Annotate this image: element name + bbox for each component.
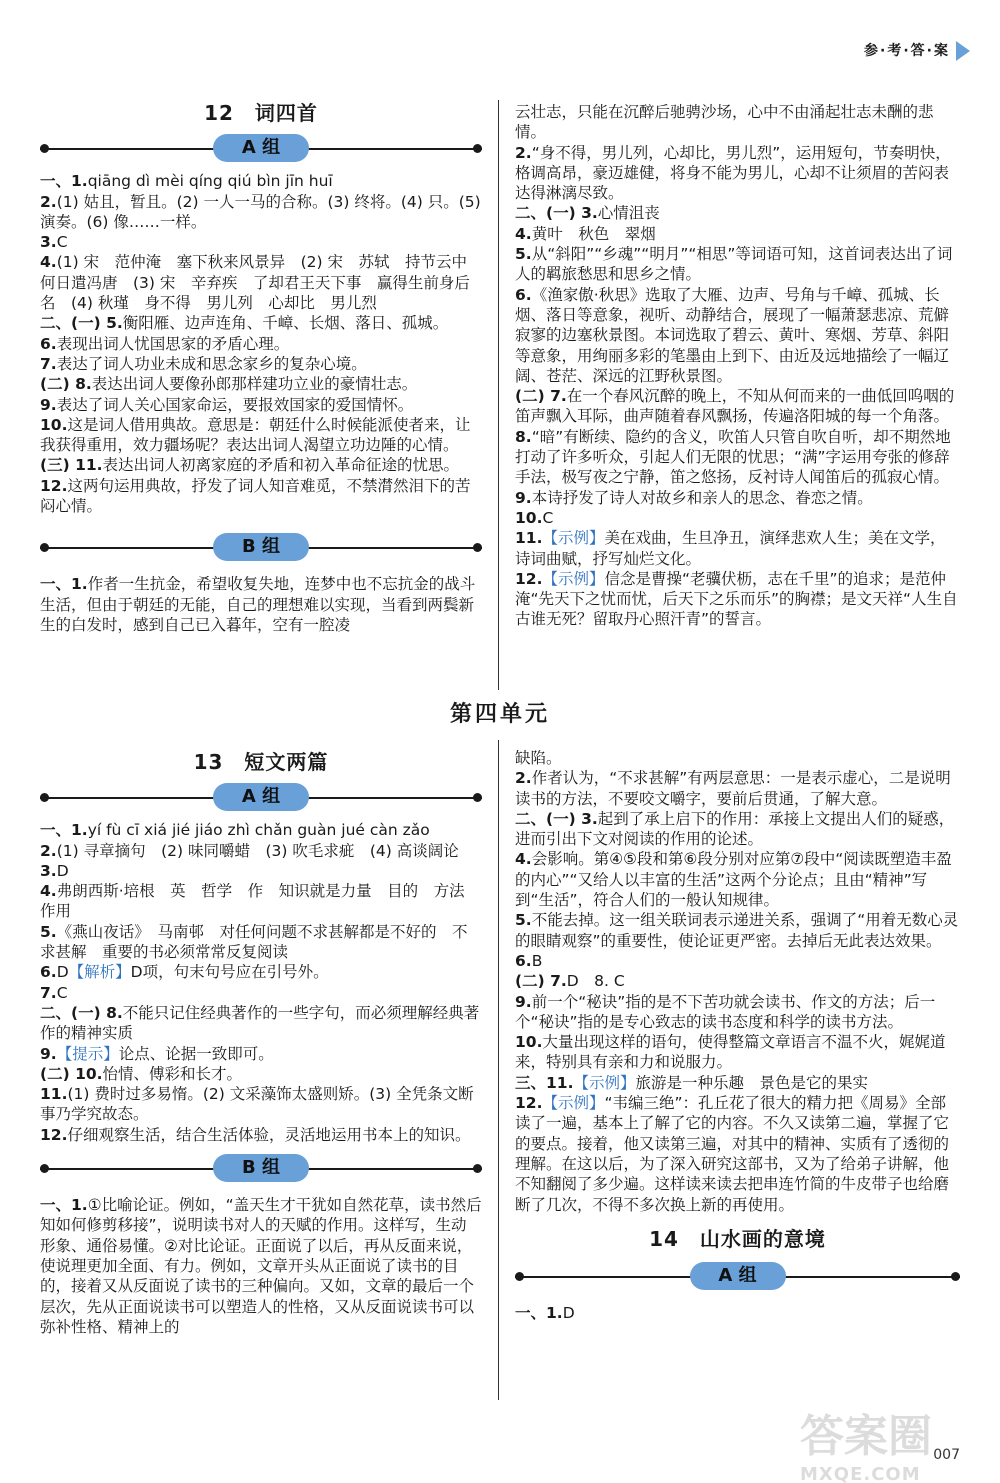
watermark-logo: 答案圈 MXQE.COM (800, 1411, 932, 1483)
answer-text: 不能去掉。这一组关联词表示递进关系，强调了“用着无数心灵的眼睛观察”的重要性，使论证更严密。去掉后无此表达效果。 (515, 911, 959, 950)
answer-item (515, 508, 960, 528)
answer-text: 本诗抒发了诗人对故乡和亲人的思念、眷恋之情。 (531, 488, 873, 507)
question-number: 9. (40, 395, 57, 414)
question-number: 一、1. (40, 575, 88, 594)
answer-text: (1) 宋 范仲淹 塞下秋来风景异 (2) 宋 苏轼 持节云中 何日遣冯唐 (3) 宋 辛弃疾 了却君王天下事 赢得生前身后名 (4) 秋瑾 身不得 男儿列 心却比 男儿烈 (40, 253, 483, 313)
answer-item (515, 1093, 960, 1215)
answer-text: C (56, 983, 68, 1002)
question-number: 6. (40, 963, 57, 982)
header-tag (864, 40, 970, 61)
answer-text: 会影响。第④⑤段和第⑥段分别对应第⑦段中“阅读既塑造丰盈的内心”“又给人以丰富的生活”这两个分论点；且由“精神”写到“生活”，符合人们的一般认知规律。 (515, 850, 952, 910)
question-number: 7. (40, 983, 57, 1002)
group-a-label: A 组 (213, 783, 309, 811)
group-b-label: B 组 (213, 1154, 309, 1182)
answer-text: yí fù cī xiá jié jiáo zhì chǎn guàn jué càn zǎo (87, 821, 430, 840)
answer-text: 美在戏曲，生旦净丑，演绎悲欢人生；美在文学，诗词曲赋，抒写灿烂文化。 (515, 529, 946, 568)
answer-text: “暗”有断续、隐约的含义，吹笛人只管自吹自听，却不期然地打动了许多听众，引起人们无限的忧思；“满”字运用夸张的修辞手法，极写夜之宁静，笛之悠扬，反衬诗人闻笛后的孤寂心情。 (515, 427, 951, 487)
answer-text: “韦编三绝”：孔丘花了很大的精力把《周易》全部读了一遍，基本上了解了它的内容。不久又读第二遍，掌握了它的要点。接着，他又读第三遍，对其中的精神、实质有了透彻的理解。在这以后，为了深入研究这部书，又为了给弟子讲解，他不知翻阅了多少遍。这样读来读去把串连竹简的牛皮带子也给磨断了几次，不得不多次换上新的再使用。 (515, 1094, 950, 1214)
sec13-left-column (40, 752, 482, 1337)
answer-item (515, 244, 960, 285)
question-number: 5. (40, 922, 57, 941)
answer-text: D项，句末句号应在引号外。 (130, 963, 329, 982)
divider-dot (40, 144, 49, 153)
question-number: 三、11. (515, 1073, 574, 1092)
question-number: 5. (515, 911, 532, 930)
answer-text: 这两句运用典故，抒发了词人知音难觅，不禁潸然泪下的苦闷心情。 (40, 476, 471, 516)
answer-list (515, 1303, 960, 1323)
question-number: 2. (40, 192, 57, 211)
answer-item (515, 768, 960, 809)
answer-item (515, 1032, 960, 1073)
answer-item (40, 881, 482, 922)
question-number: 4. (40, 882, 57, 901)
answer-text: C (56, 233, 68, 252)
hint-tag: 【解析】 (68, 963, 131, 982)
answer-item (40, 415, 482, 456)
answer-item (40, 1003, 482, 1044)
answer-text: (1) 姑且，暂且。(2) 一人一马的合称。(3) 终将。(4) 只。(5) 演奏。(6) 像……一样。 (40, 192, 481, 231)
question-number: 3. (40, 861, 57, 880)
answer-item (40, 922, 482, 963)
answer-text: D (56, 963, 69, 982)
answer-text: 《渔家傲·秋思》选取了大雁、边声、号角与千嶂、孤城、长烟、落日等意象，视听、动静结合，展现了一幅萧瑟悲凉、荒僻寂寥的边塞秋景图。本词选取了碧云、黄叶、寒烟、芳草、斜阳等意象，用绚丽多彩的笔墨由上到下、由近及远地描绘了一幅辽阔、苍茫、深远的江野秋景图。 (515, 285, 950, 385)
divider-dot (515, 1272, 524, 1281)
question-number: 二、(一) 5. (40, 314, 123, 333)
answer-item (40, 334, 482, 354)
hint-tag: 【提示】 (56, 1044, 119, 1063)
answer-text: 作者认为，“不求甚解”有两层意思：一是表示虚心，二是说明读书的方法，不要咬文嚼字，要前后贯通，了解大意。 (515, 769, 951, 808)
divider-dot (40, 793, 49, 802)
question-number: 4. (40, 253, 57, 272)
question-number: (二) 10. (40, 1064, 103, 1083)
answer-text: C (542, 508, 554, 527)
answer-item (40, 232, 482, 252)
answer-item (515, 285, 960, 386)
answer-text: (1) 费时过多易惰。(2) 文采藻饰太盛则矫。(3) 全凭条文断事乃学究故态。 (40, 1085, 474, 1124)
answer-text: 信念是曹操“老骥伏枥，志在千里”的追求；是范仲淹“先天下之忧而忧，后天下之乐而乐”的胸襟；是文天祥“人生自古谁无死？留取丹心照汗青”的誓言。 (515, 569, 958, 629)
answer-item (40, 861, 482, 881)
answer-item (515, 971, 960, 991)
answer-item (40, 1044, 482, 1064)
question-number: 10. (515, 508, 543, 527)
divider-dot (40, 543, 49, 552)
sec12-left-column (40, 103, 482, 635)
answer-text: (1) 寻章摘句 (2) 味同嚼蜡 (3) 吹毛求疵 (4) 高谈阔论 (56, 841, 459, 860)
answer-item (40, 374, 482, 394)
answer-item (515, 951, 960, 971)
answer-item (515, 1303, 960, 1323)
question-number: 一、1. (40, 1196, 88, 1215)
question-number: (二) 8. (40, 375, 92, 394)
answer-item (40, 1064, 482, 1084)
answer-text: 怡情、傅彩和长才。 (102, 1064, 243, 1083)
answer-text: D 8. C (566, 972, 625, 991)
answer-item (40, 171, 482, 191)
answer-item (515, 809, 960, 850)
group-a-label: A 组 (213, 134, 309, 162)
hint-tag: 【示例】 (542, 569, 605, 588)
question-number: 二、(一) 3. (515, 809, 598, 828)
question-number: 6. (40, 334, 57, 353)
answer-text: 作者一生抗金，希望收复失地，连梦中也不忘抗金的战斗生活，但由于朝廷的无能，自己的理想难以实现，当看到两鬓新生的白发时，感到自己已入暮年，空有一腔凌 (40, 575, 476, 634)
answer-text: 表达了词人关心国家命运，要报效国家的爱国情怀。 (56, 395, 414, 414)
answer-item (40, 1084, 482, 1125)
answer-item (515, 203, 960, 223)
answer-item (515, 849, 960, 910)
answer-text: ①比喻论证。例如，“盖天生才干犹如自然花草，读书然后知如何修剪移接”，说明读书对人的天赋的作用。这样写，生动形象、通俗易懂。②对比论证。正面说了以后，再从反面来说，使说理更加全面、有力。例如，文章开头从正面说了读书的目的，接着又从反面说了读书的三种偏向。又如，文章的最后一个层次，先从正面说读书可以塑造人的性格，又从反面说读书可以弥补性格、精神上的 (40, 1196, 482, 1336)
question-number: 一、1. (515, 1304, 563, 1323)
question-number: 6. (515, 285, 532, 304)
question-number: 二、(一) 8. (40, 1003, 123, 1022)
answer-text: 从“斜阳”“乡魂”“明月”“相思”等词语可知，这首词表达出了词人的羁旅愁思和思乡之情。 (515, 245, 953, 284)
question-number: 6. (515, 951, 532, 970)
answer-item (515, 427, 960, 488)
answer-text: 这是词人借用典故。意思是：朝廷什么时候能派使者来，让我获得重用，效力疆场呢？表达出词人渴望立功边陲的心情。 (40, 415, 471, 455)
header-tag-label: 参·考·答·案 (864, 43, 950, 59)
question-number: (二) 7. (515, 387, 567, 406)
divider-dot (473, 144, 482, 153)
divider-dot (473, 793, 482, 802)
answer-text: 《燕山夜话》 马南邨 对任何问题不求甚解都是不好的 不求甚解 重要的书必须常常反复阅读 (40, 922, 468, 962)
question-number: 9. (515, 488, 532, 507)
answer-text: 旅游是一种乐趣 景色是它的果实 (635, 1073, 868, 1092)
answer-item (515, 992, 960, 1033)
answer-list (40, 574, 482, 635)
arrow-icon (956, 41, 970, 61)
divider-dot (473, 543, 482, 552)
question-number: 12. (40, 1125, 68, 1144)
question-number: (三) 11. (40, 456, 103, 475)
divider-dot (473, 1164, 482, 1173)
answer-text: 心情沮丧 (597, 204, 660, 223)
hint-tag: 【示例】 (573, 1073, 636, 1092)
question-number: 一、1. (40, 172, 88, 191)
question-number: 12. (515, 1094, 543, 1113)
answer-list (40, 820, 482, 1145)
question-number: 12. (515, 569, 543, 588)
answer-text: 弗朗西斯·培根 英 哲学 作 知识就是力量 目的 方法 作用 (40, 882, 481, 921)
column-divider-bottom (498, 740, 499, 1400)
answer-item (40, 395, 482, 415)
group-a-bar (40, 782, 482, 814)
answer-item (40, 983, 482, 1003)
question-number: 11. (515, 529, 543, 548)
answer-text: D (562, 1304, 575, 1323)
divider-dot (951, 1272, 960, 1281)
question-number: 10. (515, 1033, 543, 1052)
answer-item (515, 143, 960, 204)
question-number: 一、1. (40, 821, 88, 840)
answer-text: 大量出现这样的语句，使得整篇文章语言不温不火，娓娓道来，特别具有亲和力和说服力。 (515, 1033, 946, 1072)
answer-item (40, 476, 482, 517)
question-number: 二、(一) 3. (515, 204, 598, 223)
answer-item (515, 910, 960, 951)
answer-text: 缺陷。 (515, 749, 562, 767)
answer-item (40, 574, 482, 635)
column-divider-top (498, 100, 499, 690)
answer-item (40, 962, 482, 982)
answer-item (40, 354, 482, 374)
answer-text: B (531, 951, 543, 970)
sec13-right-column (515, 748, 960, 1323)
question-number: 3. (40, 233, 57, 252)
question-number: 2. (40, 841, 57, 860)
question-number: 2. (515, 769, 532, 788)
group-b-bar (40, 1153, 482, 1185)
answer-list (515, 102, 960, 630)
answer-text: 黄叶 秋色 翠烟 (531, 224, 656, 243)
answer-item (40, 455, 482, 475)
answer-item (515, 569, 960, 630)
section-title: 12 词四首 (204, 101, 318, 125)
answer-item (515, 748, 960, 768)
answer-item (515, 1073, 960, 1093)
answer-list (515, 748, 960, 1215)
answer-item (40, 192, 482, 233)
sec12-right-column (515, 102, 960, 630)
answer-item (515, 224, 960, 244)
section-title: 14 山水画的意境 (649, 1226, 826, 1251)
answer-item (515, 528, 960, 569)
question-number: 10. (40, 415, 68, 434)
answer-text: qiāng dì mèi qíng qiú bìn jīn huī (87, 172, 333, 191)
answer-item (515, 488, 960, 508)
group-a-bar (40, 133, 482, 165)
question-number: 2. (515, 143, 532, 162)
question-number: 11. (40, 1085, 68, 1104)
question-number: 12. (40, 476, 68, 495)
question-number: 9. (515, 992, 532, 1011)
group-b-label: B 组 (213, 533, 309, 561)
question-number: 9. (40, 1044, 57, 1063)
answer-item (40, 313, 482, 333)
answer-text: 表达出词人初离家庭的矛盾和初入革命征途的忧思。 (102, 456, 460, 475)
group-a-bar (515, 1261, 960, 1293)
answer-text: 前一个“秘诀”指的是不下苦功就会读书、作文的方法；后一个“秘诀”指的是专心致志的读书态度和科学的读书方法。 (515, 992, 936, 1031)
divider-dot (40, 1164, 49, 1173)
answer-text: 表现出词人忧国思家的矛盾心理。 (56, 334, 290, 353)
answer-item (40, 841, 482, 861)
answer-item (40, 1125, 482, 1145)
answer-text: D (56, 861, 69, 880)
answer-item (515, 386, 960, 427)
answer-text: 起到了承上启下的作用：承接上文提出人们的疑惑，进而引出下文对阅读的作用的论述。 (515, 809, 955, 849)
group-a-label: A 组 (690, 1262, 786, 1290)
answer-item (40, 1195, 482, 1337)
hint-tag: 【示例】 (542, 529, 605, 548)
question-number: (二) 7. (515, 972, 567, 991)
answer-item (515, 102, 960, 143)
answer-text: 在一个春风沉醉的晚上，不知从何而来的一曲低回呜咽的笛声飘入耳际，曲声随着春风飘扬，传遍洛阳城的每一个角落。 (515, 387, 955, 426)
answer-text: “身不得，男儿列，心却比，男儿烈”，运用短句，节奏明快，格调高昂，豪迈雄健，将身不能为男儿，心却不让须眉的苦闷表达得淋漓尽致。 (515, 143, 951, 203)
unit-title: 第四单元 (449, 702, 550, 727)
answer-text: 表达了词人功业未成和思念家乡的复杂心境。 (56, 354, 367, 373)
question-number: 7. (40, 354, 57, 373)
answer-text: 不能只记住经典著作的一些字句，而必须理解经典著作的精神实质 (40, 1003, 480, 1043)
answer-item (40, 820, 482, 840)
answer-list (40, 171, 482, 516)
answer-text: 仔细观察生活，结合生活体验，灵活地运用书本上的知识。 (67, 1125, 471, 1144)
hint-tag: 【示例】 (542, 1094, 605, 1113)
group-b-bar (40, 532, 482, 564)
page-number: 007 (933, 1447, 960, 1463)
answer-item (40, 252, 482, 313)
question-number: 5. (515, 245, 532, 264)
question-number: 4. (515, 850, 532, 869)
question-number: 8. (515, 427, 532, 446)
question-number: 4. (515, 224, 532, 243)
answer-text: 表达出词人要像孙郎那样建功立业的豪情壮志。 (91, 375, 418, 394)
answer-text: 衡阳雁、边声连角、千嶂、长烟、落日、孤城。 (122, 314, 449, 333)
section-title: 13 短文两篇 (193, 750, 329, 774)
answer-text: 论点、论据一致即可。 (118, 1044, 274, 1063)
answer-text: 云壮志，只能在沉醉后驰骋沙场，心中不由涌起壮志未酬的悲情。 (515, 103, 934, 142)
answer-list (40, 1195, 482, 1337)
